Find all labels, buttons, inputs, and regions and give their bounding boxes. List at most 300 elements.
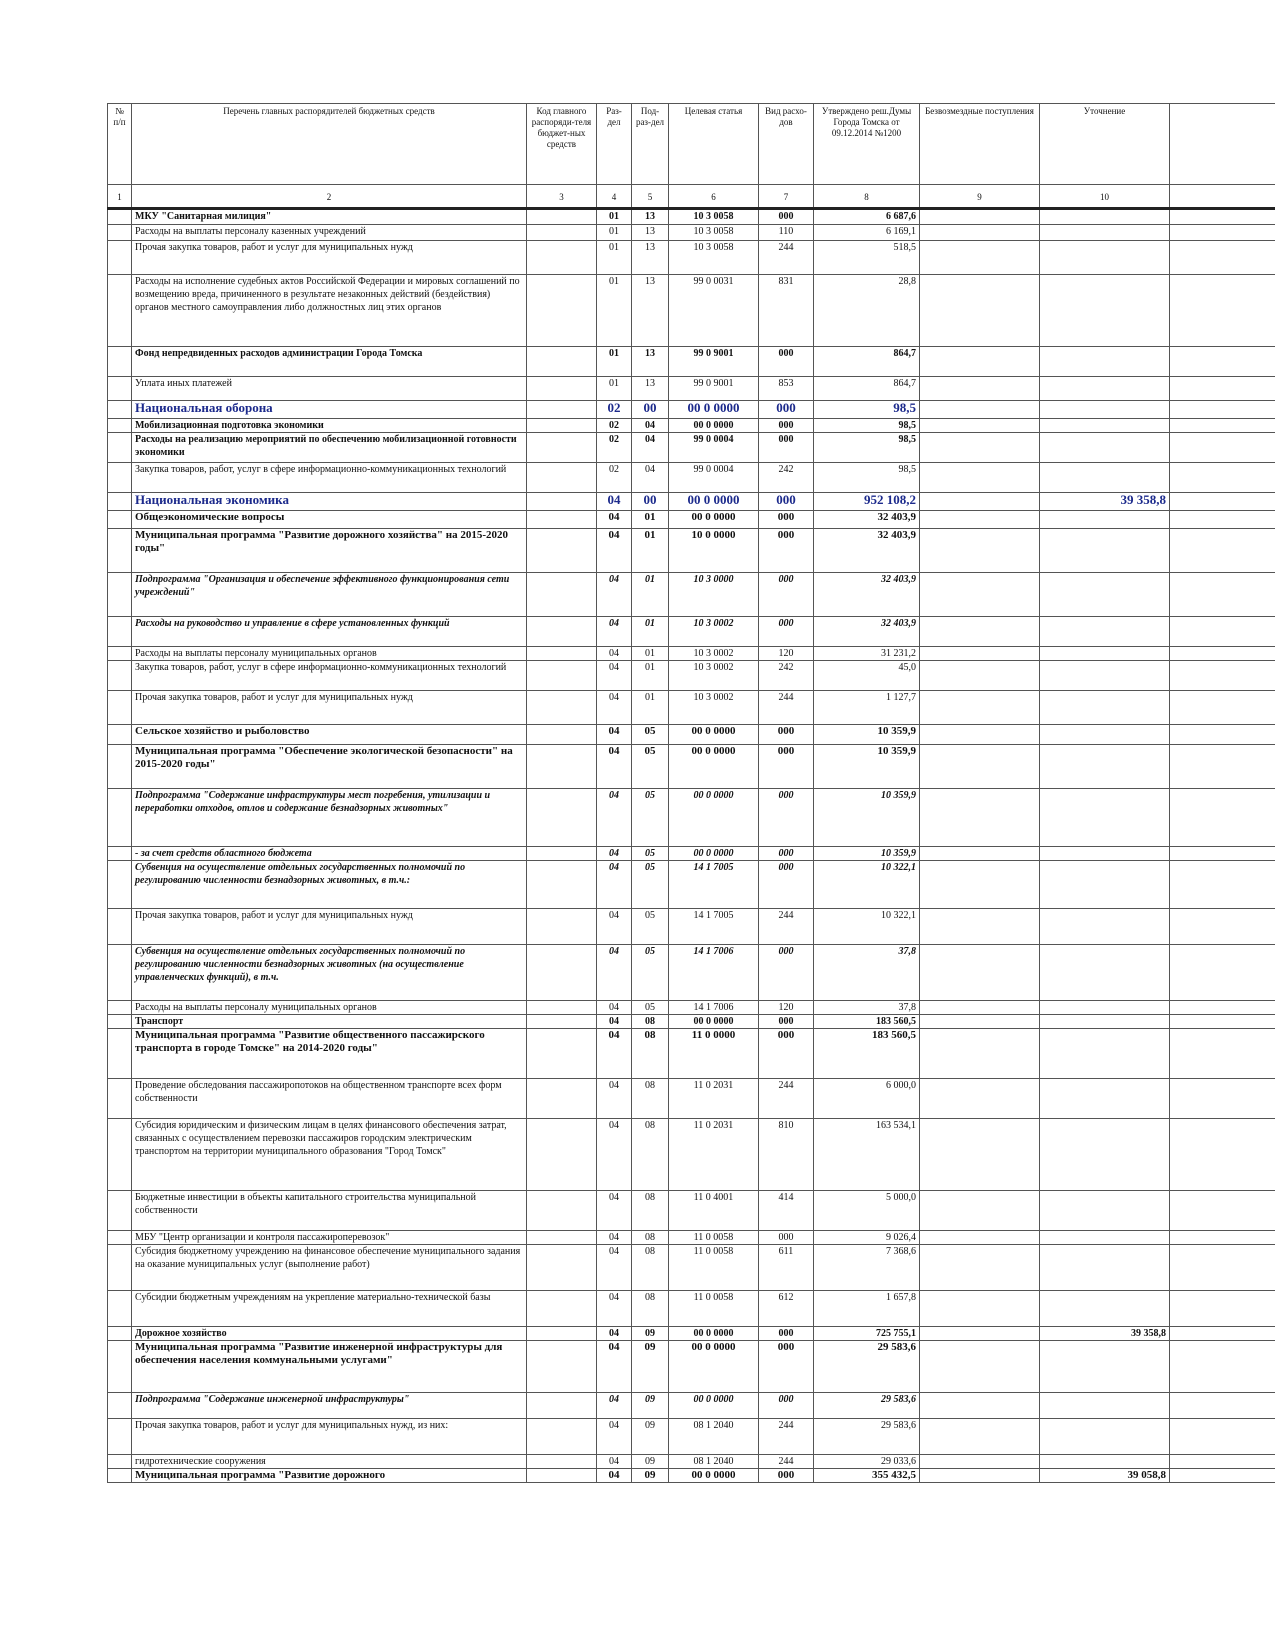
cell-subsection: 05 — [632, 725, 669, 745]
cell-subsection: 09 — [632, 1419, 669, 1455]
cell-name: Уплата иных платежей — [132, 377, 527, 401]
cell-section: 01 — [597, 225, 632, 241]
cell-code — [527, 1029, 597, 1079]
cell-extra — [1170, 1245, 1275, 1291]
cell-target: 00 0 0000 — [669, 1469, 759, 1483]
cell-section: 04 — [597, 1231, 632, 1245]
cell-grants — [920, 725, 1040, 745]
cell-clarification — [1040, 573, 1170, 617]
cell-clarification — [1040, 909, 1170, 945]
cell-grants — [920, 647, 1040, 661]
cell-approved: 32 403,9 — [814, 573, 920, 617]
cell-section: 02 — [597, 433, 632, 463]
cell-code — [527, 1191, 597, 1231]
cell-approved: 98,5 — [814, 463, 920, 493]
cell-approved: 37,8 — [814, 945, 920, 1001]
cell-kind: 000 — [759, 861, 814, 909]
cell-clarification — [1040, 847, 1170, 861]
cell-grants — [920, 847, 1040, 861]
cell-name: Сельское хозяйство и рыболовство — [132, 725, 527, 745]
cell-target: 00 0 0000 — [669, 511, 759, 529]
cell-grants — [920, 1015, 1040, 1029]
cell-code — [527, 225, 597, 241]
cell-section: 04 — [597, 789, 632, 847]
cell-target: 11 0 0058 — [669, 1245, 759, 1291]
cell-clarification — [1040, 661, 1170, 691]
cell-num — [108, 1341, 132, 1393]
table-row — [108, 377, 1275, 401]
cell-code — [527, 377, 597, 401]
colnum-3: 3 — [527, 185, 597, 209]
cell-section: 04 — [597, 909, 632, 945]
cell-extra — [1170, 1341, 1275, 1393]
cell-extra — [1170, 511, 1275, 529]
cell-subsection: 05 — [632, 789, 669, 847]
cell-target: 00 0 0000 — [669, 401, 759, 419]
table-row — [108, 1393, 1275, 1419]
cell-extra — [1170, 1001, 1275, 1015]
cell-kind: 611 — [759, 1245, 814, 1291]
cell-grants — [920, 511, 1040, 529]
cell-kind: 000 — [759, 1393, 814, 1419]
table-row — [108, 1001, 1275, 1015]
cell-subsection: 01 — [632, 661, 669, 691]
cell-num — [108, 573, 132, 617]
header-clarification: Уточнение — [1040, 104, 1170, 185]
cell-grants — [920, 1341, 1040, 1393]
cell-section: 04 — [597, 1245, 632, 1291]
cell-section: 04 — [597, 1079, 632, 1119]
cell-name: Закупка товаров, работ, услуг в сфере информационно-коммуникационных технологий — [132, 463, 527, 493]
cell-num — [108, 789, 132, 847]
cell-extra — [1170, 861, 1275, 909]
cell-approved: 6 169,1 — [814, 225, 920, 241]
cell-extra — [1170, 909, 1275, 945]
cell-extra — [1170, 1231, 1275, 1245]
cell-subsection: 08 — [632, 1015, 669, 1029]
cell-approved: 10 359,9 — [814, 745, 920, 789]
cell-kind: 000 — [759, 1469, 814, 1483]
cell-kind: 000 — [759, 573, 814, 617]
cell-name: Мобилизационная подготовка экономики — [132, 419, 527, 433]
cell-target: 00 0 0000 — [669, 745, 759, 789]
cell-kind: 414 — [759, 1191, 814, 1231]
cell-approved: 31 231,2 — [814, 647, 920, 661]
cell-num — [108, 463, 132, 493]
cell-target: 00 0 0000 — [669, 419, 759, 433]
cell-grants — [920, 1231, 1040, 1245]
cell-kind: 244 — [759, 1079, 814, 1119]
cell-subsection: 05 — [632, 861, 669, 909]
colnum-9: 9 — [920, 185, 1040, 209]
cell-code — [527, 511, 597, 529]
cell-num — [108, 401, 132, 419]
cell-name: Расходы на реализацию мероприятий по обеспечению мобилизационной готовности экономики — [132, 433, 527, 463]
cell-name: Подпрограмма "Организация и обеспечение эффективного функционирования сети учреждений" — [132, 573, 527, 617]
cell-subsection: 08 — [632, 1231, 669, 1245]
cell-subsection: 13 — [632, 241, 669, 275]
cell-kind: 000 — [759, 789, 814, 847]
cell-section: 04 — [597, 945, 632, 1001]
cell-num — [108, 1191, 132, 1231]
cell-subsection: 08 — [632, 1119, 669, 1191]
cell-num — [108, 647, 132, 661]
cell-section: 04 — [597, 1015, 632, 1029]
cell-name: Бюджетные инвестиции в объекты капитального строительства муниципальной собственности — [132, 1191, 527, 1231]
cell-approved: 7 368,6 — [814, 1245, 920, 1291]
cell-num — [108, 241, 132, 275]
cell-subsection: 09 — [632, 1393, 669, 1419]
cell-grants — [920, 1191, 1040, 1231]
cell-section: 04 — [597, 1191, 632, 1231]
cell-section: 02 — [597, 419, 632, 433]
cell-extra — [1170, 529, 1275, 573]
header-section: Раз-дел — [597, 104, 632, 185]
cell-subsection: 05 — [632, 745, 669, 789]
cell-name: Расходы на исполнение судебных актов Российской Федерации и мировых соглашений по возмещению вреда, причиненного в результате незаконных действий (бездействия) органов местного самоуправления либо должностных лиц этих органов — [132, 275, 527, 347]
cell-code — [527, 493, 597, 511]
cell-grants — [920, 573, 1040, 617]
cell-section: 04 — [597, 1001, 632, 1015]
cell-subsection: 13 — [632, 275, 669, 347]
table-row — [108, 1015, 1275, 1029]
cell-extra — [1170, 463, 1275, 493]
header-extra — [1170, 104, 1275, 185]
cell-section: 04 — [597, 661, 632, 691]
cell-approved: 9 026,4 — [814, 1231, 920, 1245]
cell-subsection: 13 — [632, 377, 669, 401]
cell-extra — [1170, 789, 1275, 847]
cell-grants — [920, 419, 1040, 433]
cell-code — [527, 1079, 597, 1119]
cell-kind: 000 — [759, 617, 814, 647]
cell-code — [527, 275, 597, 347]
colnum-7: 7 — [759, 185, 814, 209]
cell-kind: 000 — [759, 529, 814, 573]
cell-approved: 37,8 — [814, 1001, 920, 1015]
cell-num — [108, 493, 132, 511]
cell-grants — [920, 861, 1040, 909]
cell-approved: 10 322,1 — [814, 909, 920, 945]
cell-kind: 244 — [759, 1455, 814, 1469]
cell-code — [527, 1341, 597, 1393]
table-row — [108, 847, 1275, 861]
cell-num — [108, 691, 132, 725]
cell-approved: 28,8 — [814, 275, 920, 347]
cell-name: Субсидии бюджетным учреждениям на укрепление материально-технической базы — [132, 1291, 527, 1327]
cell-num — [108, 861, 132, 909]
table-row — [108, 725, 1275, 745]
cell-subsection: 05 — [632, 909, 669, 945]
table-row — [108, 1231, 1275, 1245]
table-row — [108, 209, 1275, 225]
cell-section: 04 — [597, 1291, 632, 1327]
cell-code — [527, 909, 597, 945]
cell-subsection: 01 — [632, 529, 669, 573]
cell-approved: 45,0 — [814, 661, 920, 691]
cell-num — [108, 1001, 132, 1015]
cell-name: Прочая закупка товаров, работ и услуг для муниципальных нужд, из них: — [132, 1419, 527, 1455]
cell-clarification — [1040, 861, 1170, 909]
cell-num — [108, 1469, 132, 1483]
cell-code — [527, 647, 597, 661]
cell-clarification — [1040, 1231, 1170, 1245]
cell-num — [108, 725, 132, 745]
cell-num — [108, 1455, 132, 1469]
cell-grants — [920, 1327, 1040, 1341]
colnum-1: 1 — [108, 185, 132, 209]
cell-section: 04 — [597, 1341, 632, 1393]
cell-target: 10 3 0000 — [669, 573, 759, 617]
cell-clarification — [1040, 433, 1170, 463]
cell-name: Расходы на выплаты персоналу муниципальных органов — [132, 1001, 527, 1015]
cell-clarification — [1040, 1191, 1170, 1231]
cell-approved: 163 534,1 — [814, 1119, 920, 1191]
cell-section: 04 — [597, 1119, 632, 1191]
cell-num — [108, 1231, 132, 1245]
cell-target: 00 0 0000 — [669, 725, 759, 745]
table-row — [108, 1291, 1275, 1327]
cell-grants — [920, 493, 1040, 511]
cell-kind: 000 — [759, 1015, 814, 1029]
cell-target: 10 3 0002 — [669, 661, 759, 691]
cell-subsection: 13 — [632, 225, 669, 241]
cell-clarification — [1040, 511, 1170, 529]
cell-code — [527, 725, 597, 745]
cell-grants — [920, 1455, 1040, 1469]
cell-target: 10 3 0002 — [669, 647, 759, 661]
cell-num — [108, 745, 132, 789]
cell-extra — [1170, 377, 1275, 401]
cell-clarification — [1040, 1393, 1170, 1419]
cell-clarification — [1040, 945, 1170, 1001]
cell-section: 04 — [597, 1419, 632, 1455]
cell-name: Закупка товаров, работ, услуг в сфере информационно-коммуникационных технологий — [132, 661, 527, 691]
table-row — [108, 241, 1275, 275]
colnum-6: 6 — [669, 185, 759, 209]
cell-num — [108, 1327, 132, 1341]
cell-section: 02 — [597, 463, 632, 493]
cell-section: 04 — [597, 861, 632, 909]
cell-extra — [1170, 1191, 1275, 1231]
cell-target: 00 0 0000 — [669, 789, 759, 847]
cell-subsection: 09 — [632, 1455, 669, 1469]
colnum-2: 2 — [132, 185, 527, 209]
cell-code — [527, 1231, 597, 1245]
cell-code — [527, 661, 597, 691]
cell-approved: 355 432,5 — [814, 1469, 920, 1483]
table-row — [108, 511, 1275, 529]
cell-target: 08 1 2040 — [669, 1419, 759, 1455]
cell-approved: 98,5 — [814, 433, 920, 463]
cell-section: 01 — [597, 347, 632, 377]
cell-code — [527, 745, 597, 789]
cell-grants — [920, 433, 1040, 463]
cell-clarification — [1040, 745, 1170, 789]
cell-grants — [920, 377, 1040, 401]
budget-table-sheet — [107, 103, 1275, 1483]
cell-name: - за счет средств областного бюджета — [132, 847, 527, 861]
cell-approved: 32 403,9 — [814, 511, 920, 529]
cell-name: Субвенция на осуществление отдельных государственных полномочий по регулированию численности безнадзорных животных (на осуществление управленческих функций), в т.ч. — [132, 945, 527, 1001]
cell-num — [108, 225, 132, 241]
cell-clarification — [1040, 419, 1170, 433]
colnum-5: 5 — [632, 185, 669, 209]
cell-extra — [1170, 347, 1275, 377]
cell-target: 10 3 0058 — [669, 225, 759, 241]
cell-num — [108, 1079, 132, 1119]
table-row — [108, 1079, 1275, 1119]
cell-target: 00 0 0000 — [669, 493, 759, 511]
cell-target: 99 0 0004 — [669, 433, 759, 463]
cell-target: 10 3 0058 — [669, 241, 759, 275]
cell-kind: 000 — [759, 1327, 814, 1341]
cell-code — [527, 861, 597, 909]
cell-clarification — [1040, 1015, 1170, 1029]
cell-grants — [920, 617, 1040, 647]
header-name: Перечень главных распорядителей бюджетных средств — [132, 104, 527, 185]
cell-section: 01 — [597, 275, 632, 347]
cell-name: Муниципальная программа "Обеспечение экологической безопасности" на 2015-2020 годы" — [132, 745, 527, 789]
cell-extra — [1170, 1119, 1275, 1191]
cell-section: 01 — [597, 209, 632, 225]
cell-approved: 1 127,7 — [814, 691, 920, 725]
cell-code — [527, 789, 597, 847]
cell-num — [108, 1029, 132, 1079]
cell-clarification — [1040, 225, 1170, 241]
cell-clarification — [1040, 647, 1170, 661]
cell-clarification: 39 058,8 — [1040, 1469, 1170, 1483]
cell-subsection: 04 — [632, 463, 669, 493]
cell-target: 00 0 0000 — [669, 1341, 759, 1393]
table-row — [108, 433, 1275, 463]
cell-subsection: 04 — [632, 419, 669, 433]
cell-code — [527, 1393, 597, 1419]
header-subsection: Под-раз-дел — [632, 104, 669, 185]
cell-subsection: 01 — [632, 617, 669, 647]
cell-approved: 864,7 — [814, 377, 920, 401]
cell-code — [527, 347, 597, 377]
cell-name: Общеэкономические вопросы — [132, 511, 527, 529]
cell-extra — [1170, 1015, 1275, 1029]
cell-subsection: 01 — [632, 647, 669, 661]
cell-num — [108, 1015, 132, 1029]
cell-grants — [920, 1119, 1040, 1191]
cell-code — [527, 1469, 597, 1483]
cell-extra — [1170, 401, 1275, 419]
cell-target: 99 0 9001 — [669, 347, 759, 377]
cell-clarification — [1040, 725, 1170, 745]
colnum-4: 4 — [597, 185, 632, 209]
column-number-row — [108, 185, 1275, 209]
table-row — [108, 463, 1275, 493]
header-approved: Утверждено реш.Думы Города Томска от 09.12.2014 №1200 — [814, 104, 920, 185]
cell-code — [527, 419, 597, 433]
cell-target: 11 0 4001 — [669, 1191, 759, 1231]
cell-kind: 000 — [759, 1029, 814, 1079]
cell-approved: 32 403,9 — [814, 617, 920, 647]
cell-kind: 110 — [759, 225, 814, 241]
header-row — [108, 104, 1275, 185]
cell-grants — [920, 1419, 1040, 1455]
cell-code — [527, 1001, 597, 1015]
cell-num — [108, 1419, 132, 1455]
cell-num — [108, 511, 132, 529]
cell-target: 99 0 9001 — [669, 377, 759, 401]
cell-target: 00 0 0000 — [669, 1393, 759, 1419]
cell-approved: 29 583,6 — [814, 1393, 920, 1419]
header-grants: Безвозмездные поступления — [920, 104, 1040, 185]
cell-kind: 244 — [759, 691, 814, 725]
cell-target: 14 1 7005 — [669, 861, 759, 909]
cell-section: 04 — [597, 847, 632, 861]
cell-name: Муниципальная программа "Развитие дорожного — [132, 1469, 527, 1483]
cell-num — [108, 377, 132, 401]
cell-kind: 244 — [759, 241, 814, 275]
cell-extra — [1170, 241, 1275, 275]
cell-extra — [1170, 573, 1275, 617]
cell-extra — [1170, 1469, 1275, 1483]
cell-approved: 10 359,9 — [814, 789, 920, 847]
cell-target: 10 3 0002 — [669, 617, 759, 647]
cell-target: 14 1 7006 — [669, 945, 759, 1001]
cell-name: Транспорт — [132, 1015, 527, 1029]
cell-name: Муниципальная программа "Развитие общественного пассажирского транспорта в городе Томске" на 2014-2020 годы" — [132, 1029, 527, 1079]
cell-code — [527, 1455, 597, 1469]
cell-approved: 98,5 — [814, 419, 920, 433]
cell-subsection: 04 — [632, 433, 669, 463]
cell-subsection: 08 — [632, 1191, 669, 1231]
cell-approved: 725 755,1 — [814, 1327, 920, 1341]
cell-name: Дорожное хозяйство — [132, 1327, 527, 1341]
cell-clarification: 39 358,8 — [1040, 493, 1170, 511]
cell-target: 10 3 0002 — [669, 691, 759, 725]
cell-grants — [920, 691, 1040, 725]
cell-kind: 000 — [759, 493, 814, 511]
cell-name: Прочая закупка товаров, работ и услуг для муниципальных нужд — [132, 241, 527, 275]
cell-name: Подпрограмма "Содержание инженерной инфраструктуры" — [132, 1393, 527, 1419]
cell-name: Муниципальная программа "Развитие инженерной инфраструктуры для обеспечения населения коммунальными услугами" — [132, 1341, 527, 1393]
cell-kind: 831 — [759, 275, 814, 347]
cell-kind: 612 — [759, 1291, 814, 1327]
cell-approved: 6 687,6 — [814, 209, 920, 225]
cell-code — [527, 529, 597, 573]
table-row — [108, 573, 1275, 617]
cell-target: 11 0 0000 — [669, 1029, 759, 1079]
cell-grants — [920, 909, 1040, 945]
cell-grants — [920, 1291, 1040, 1327]
table-row — [108, 1419, 1275, 1455]
cell-section: 04 — [597, 529, 632, 573]
cell-grants — [920, 661, 1040, 691]
cell-approved: 29 033,6 — [814, 1455, 920, 1469]
cell-num — [108, 945, 132, 1001]
cell-extra — [1170, 1393, 1275, 1419]
cell-grants — [920, 745, 1040, 789]
cell-extra — [1170, 419, 1275, 433]
cell-code — [527, 401, 597, 419]
cell-approved: 518,5 — [814, 241, 920, 275]
cell-subsection: 08 — [632, 1079, 669, 1119]
cell-section: 04 — [597, 1469, 632, 1483]
cell-clarification — [1040, 463, 1170, 493]
cell-num — [108, 529, 132, 573]
cell-name: Национальная оборона — [132, 401, 527, 419]
table-row — [108, 275, 1275, 347]
cell-kind: 000 — [759, 847, 814, 861]
cell-target: 11 0 2031 — [669, 1119, 759, 1191]
cell-target: 00 0 0000 — [669, 847, 759, 861]
